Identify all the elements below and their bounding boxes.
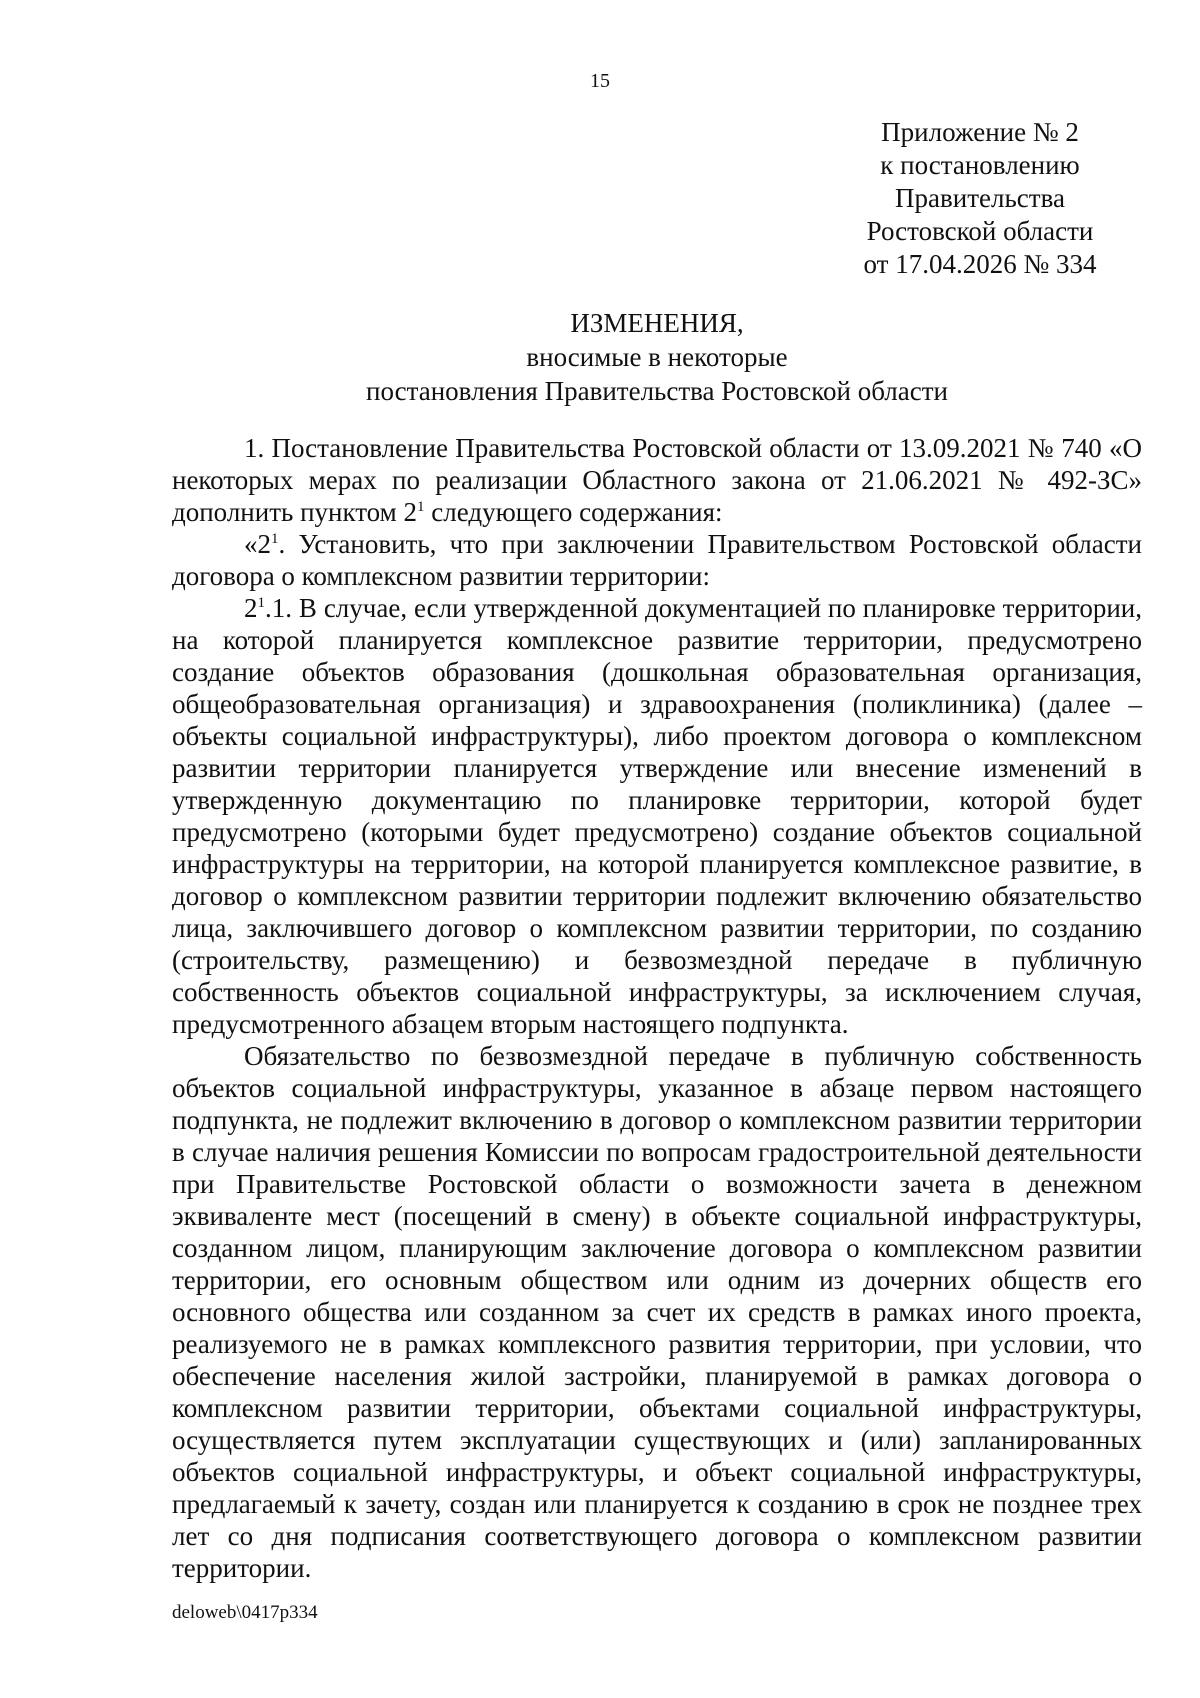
superscript: 1 [257,595,265,611]
paragraph-1-tail: следующего содержания: [424,497,723,527]
appendix-line-3: Правительства [895,183,1065,213]
appendix-line-5: от 17.04.2026 № 334 [863,249,1097,279]
paragraph-3-text: 2 [244,593,258,623]
appendix-line-2: к постановлению [880,150,1080,180]
paragraph-1-text: 1. Постановление Правительства Ростовской области от 13.09.2021 № 740 «О некоторых мерах по реализации Областного закона от 21.06.2021 № 492-ЗС» дополнить пунктом 2 [172,433,1142,527]
superscript: 1 [417,499,425,515]
title-subline-1: вносимые в некоторые [526,342,788,372]
appendix-header [830,116,1130,281]
paragraph-4: Обязательство по безвозмездной передаче в публичную собственность объектов социальной инфраструктуры, указанное в абзаце первом настоящего подпункта, не подлежит включению в договор о комплексном развитии территории в случае наличия решения Комиссии по вопросам градостроительной деятельности при Правительстве Ростовской области о возможности зачета в денежном эквиваленте мест (посещений в смену) в объекте социальной инфраструктуры, созданном лицом, планирующим заключение договора о комплексном развитии территории, его основным обществом или одним из дочерних обществ его основного общества или созданном за счет их средств в рамках иного проекта, реализуемого не в рамках комплексного развития территории, при условии, что обеспечение населения жилой застройки, планируемой в рамках договора о комплексном развитии территории, объектами социальной инфраструктуры, осуществляется путем эксплуатации существующих и (или) запланированных объектов социальной инфраструктуры, и объект социальной инфраструктуры, предлагаемый к зачету, создан или планируется к созданию в срок не позднее трех лет со дня подписания соответствующего договора о комплексном развитии территории. [172,1041,1142,1583]
paragraph-3 [172,592,1142,1040]
document-body [172,432,1142,1584]
title-subline-2: постановления Правительства Ростовской области [366,376,948,406]
paragraph-1 [172,432,1142,528]
title-heading: ИЗМЕНЕНИЯ, [570,308,744,338]
paragraph-2-text: «2 [244,529,271,559]
page-number: 15 [590,70,610,92]
paragraph-2 [172,528,1142,592]
superscript: 1 [271,531,279,547]
appendix-line-1: Приложение № 2 [881,117,1079,147]
appendix-line-4: Ростовской области [866,216,1094,246]
paragraph-2-tail: . Установить, что при заключении Правительством Ростовской области договора о комплексном развитии территории: [172,529,1142,591]
paragraph-3-tail: .1. В случае, если утвержденной документацией по планировке территории, на которой планируется комплексное развитие территории, предусмотрено создание объектов образования (дошкольная образовательная организация, общеобразовательная организация) и здравоохранения (поликлиника) (далее – объекты социальной инфраструктуры), либо проектом договора о комплексном развитии территории планируется утверждение или внесение изменений в утвержденную документацию по планировке территории, которой будет предусмотрено (которыми будет предусмотрено) создание объектов социальной инфраструктуры на территории, на которой планируется комплексное развитие, в договор о комплексном развитии территории подлежит включению обязательство лица, заключившего договор о комплексном развитии территории, по созданию (строительству, размещению) и безвозмездной передаче в публичную собственность объектов социальной инфраструктуры, за исключением случая, предусмотренного абзацем вторым настоящего подпункта. [172,593,1142,1039]
footer-document-code: deloweb\0417p334 [172,1602,318,1623]
document-title [172,306,1142,408]
